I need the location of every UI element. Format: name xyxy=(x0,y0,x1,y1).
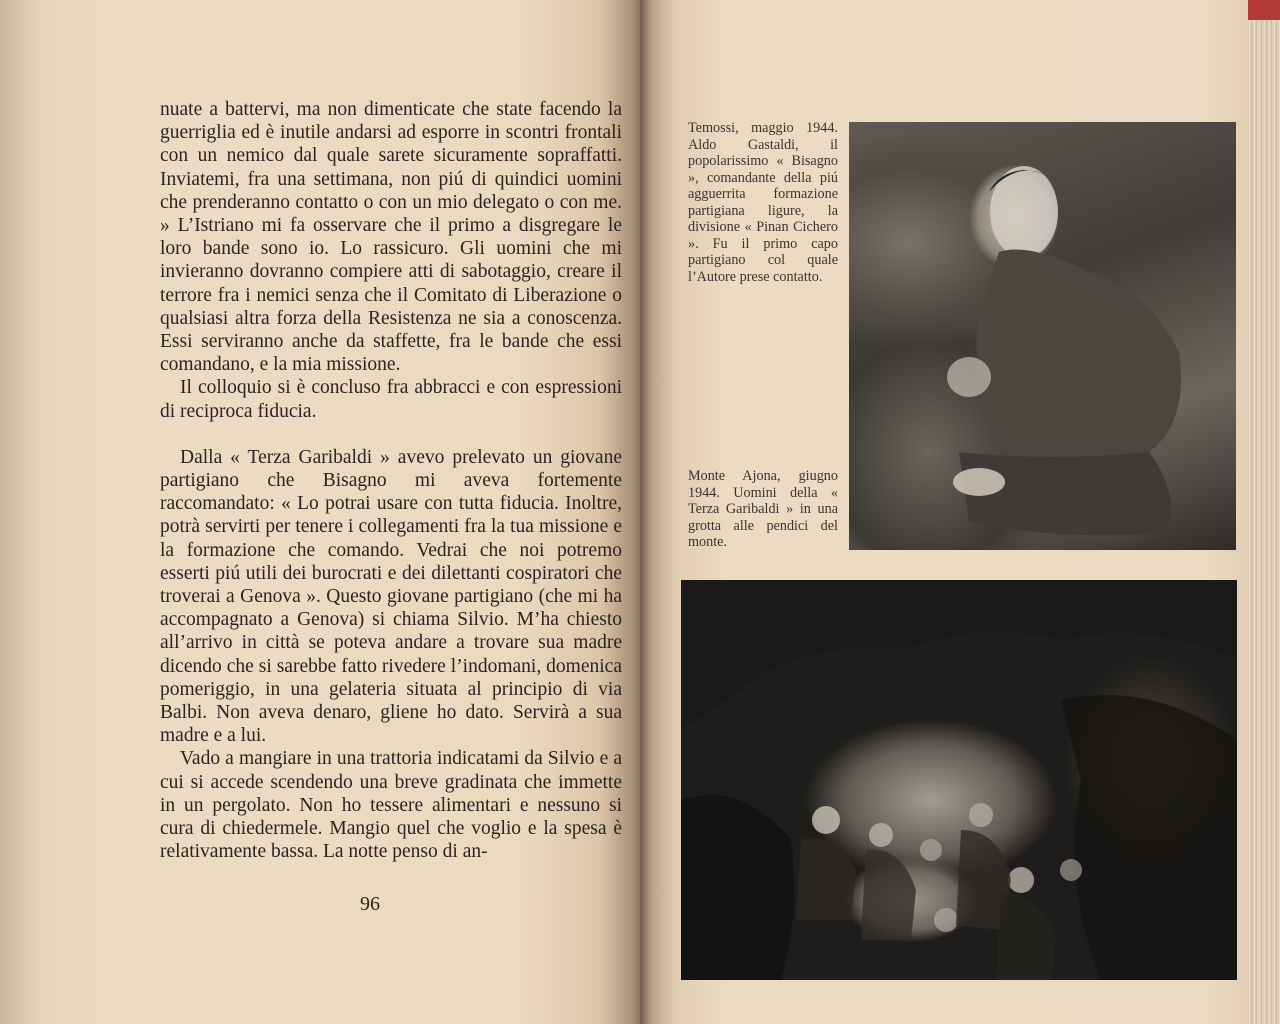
page-edges xyxy=(1248,0,1280,1024)
paragraph-3: Dalla « Terza Garibaldi » avevo prelevato un giovane partigiano che Bisagno mi aveva fortemente raccomandato: « Lo potrai usare con tutta fiducia. Inoltre, potrà servirti per tenere i collegamenti fra la tua missione e la formazione che comando. Vedrai che noi potremo esserti piú utili dei burocrati e dei dilettanti cospiratori che troverai a Genova ». Questo giovane partigiano (che mi ha accompagnato a Genova) si chiama Silvio. M’ha chiesto all’arrivo in città se poteva andare a trovare sua madre dicendo che si sarebbe fatto rivedere l’indomani, domenica pomeriggio, in una gelateria situata al principio di via Balbi. Non aveva denaro, gliene ho dato. Servirà a sua madre e a lui. xyxy=(160,446,622,747)
photo-caption-top: Temossi, maggio 1944. Aldo Gastaldi, il popolarissimo « Bisagno », comandante della piú agguerrita formazione partigiana ligure, la divisione « Pinan Cichero ». Fu il primo capo partigiano col quale l’Autore prese contatto. xyxy=(688,120,838,285)
paragraph-1: nuate a battervi, ma non dimenticate che state facendo la guerriglia ed è inutile andarsi ad esporre in scontri frontali con un nemico dal quale sarete sicuramente sopraffatti. Inviatemi, fra una settimana, non piú di quindici uomini che prenderanno contatto o con un mio delegato o con me. » L’Istriano mi fa osservare che il primo a disgregare le loro bande sono io. Lo rassicuro. Gli uomini che mi invieranno dovranno compiere atti di sabotaggio, creare il terrore fra i nemici senza che il Comitato di Liberazione o qualsiasi altra forza della Resistenza ne sia a conoscenza. Essi serviranno anche da staffette, fra le bande che essi comandano, e la mia missione. xyxy=(160,99,622,376)
page-number: 96 xyxy=(360,893,380,915)
body-text xyxy=(160,98,622,864)
photo-caption-bottom: Monte Ajona, giugno 1944. Uomini della « Terza Garibaldi » in una grotta alle pendici del monte. xyxy=(688,468,838,550)
book-cover-edge xyxy=(1248,0,1280,20)
paragraph-2: Il colloquio si è concluso fra abbracci e con espressioni di reciproca fiducia. xyxy=(160,377,622,422)
portrait-photo xyxy=(849,122,1236,550)
paragraph-4: Vado a mangiare in una trattoria indicatami da Silvio e a cui si accede scendendo una breve gradinata che immette in un pergolato. Non ho tessere alimentari e nessuno si cura di chiedermele. Mangio quel che voglio e la spesa è relativamente bassa. La notte penso di an- xyxy=(160,748,622,863)
cave-group-photo xyxy=(681,580,1237,980)
